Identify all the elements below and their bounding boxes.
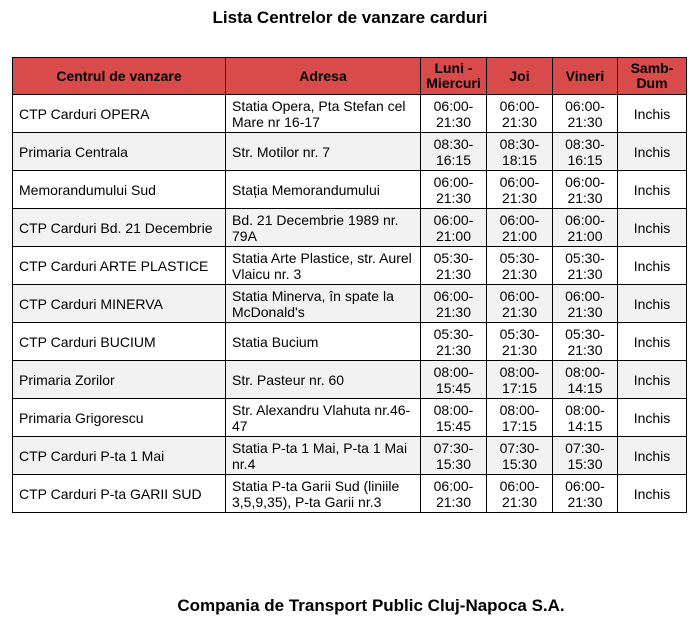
hours-fri: 06:00-21:30	[553, 475, 618, 513]
table-row	[13, 247, 687, 285]
sales-centers-table	[12, 57, 687, 513]
center-address: Str. Alexandru Vlahuta nr.46-47	[226, 399, 421, 437]
header-thu: Joi	[487, 58, 553, 95]
header-center: Centrul de vanzare	[13, 58, 226, 95]
hours-fri: 06:00-21:30	[553, 95, 618, 133]
hours-mon-wed: 06:00-21:00	[421, 209, 487, 247]
table-header-row	[13, 58, 687, 95]
center-name: CTP Carduri P-ta GARII SUD	[13, 475, 226, 513]
table-row	[13, 399, 687, 437]
hours-thu: 07:30-15:30	[487, 437, 553, 475]
hours-thu: 05:30-21:30	[487, 247, 553, 285]
company-footer: Compania de Transport Public Cluj-Napoca S.A.	[177, 596, 565, 615]
table-row	[13, 285, 687, 323]
hours-thu: 06:00-21:00	[487, 209, 553, 247]
hours-weekend: Inchis	[618, 285, 687, 323]
hours-fri: 07:30-15:30	[553, 437, 618, 475]
hours-mon-wed: 06:00-21:30	[421, 285, 487, 323]
hours-thu: 06:00-21:30	[487, 475, 553, 513]
hours-fri: 05:30-21:30	[553, 323, 618, 361]
table-row	[13, 437, 687, 475]
hours-fri: 06:00-21:00	[553, 209, 618, 247]
hours-fri: 06:00-21:30	[553, 171, 618, 209]
center-address: Statia Bucium	[226, 323, 421, 361]
hours-mon-wed: 08:00-15:45	[421, 399, 487, 437]
table-row	[13, 475, 687, 513]
hours-thu: 08:00-17:15	[487, 399, 553, 437]
hours-thu: 08:00-17:15	[487, 361, 553, 399]
table-row	[13, 323, 687, 361]
center-name: CTP Carduri OPERA	[13, 95, 226, 133]
center-address: Bd. 21 Decembrie 1989 nr. 79A	[226, 209, 421, 247]
header-weekend: Samb-Dum	[618, 58, 687, 95]
table-row	[13, 133, 687, 171]
page-title: Lista Centrelor de vanzare carduri	[212, 8, 488, 27]
hours-mon-wed: 06:00-21:30	[421, 171, 487, 209]
hours-mon-wed: 05:30-21:30	[421, 247, 487, 285]
hours-weekend: Inchis	[618, 361, 687, 399]
hours-thu: 06:00-21:30	[487, 285, 553, 323]
header-fri: Vineri	[553, 58, 618, 95]
hours-weekend: Inchis	[618, 399, 687, 437]
center-address: Statia P-ta Garii Sud (liniile 3,5,9,35), P-ta Garii nr.3	[226, 475, 421, 513]
hours-weekend: Inchis	[618, 323, 687, 361]
table-row	[13, 95, 687, 133]
hours-thu: 06:00-21:30	[487, 171, 553, 209]
center-address: Stația Memorandumului	[226, 171, 421, 209]
table-row	[13, 209, 687, 247]
center-name: CTP Carduri ARTE PLASTICE	[13, 247, 226, 285]
hours-fri: 08:30-16:15	[553, 133, 618, 171]
center-address: Statia Minerva, în spate la McDonald's	[226, 285, 421, 323]
center-name: Primaria Grigorescu	[13, 399, 226, 437]
hours-weekend: Inchis	[618, 247, 687, 285]
hours-fri: 08:00-14:15	[553, 399, 618, 437]
hours-thu: 05:30-21:30	[487, 323, 553, 361]
table-row	[13, 171, 687, 209]
center-address: Statia P-ta 1 Mai, P-ta 1 Mai nr.4	[226, 437, 421, 475]
hours-mon-wed: 05:30-21:30	[421, 323, 487, 361]
hours-mon-wed: 06:00-21:30	[421, 475, 487, 513]
hours-fri: 08:00-14:15	[553, 361, 618, 399]
hours-fri: 06:00-21:30	[553, 285, 618, 323]
center-name: Memorandumului Sud	[13, 171, 226, 209]
hours-weekend: Inchis	[618, 475, 687, 513]
hours-weekend: Inchis	[618, 171, 687, 209]
center-name: Primaria Zorilor	[13, 361, 226, 399]
table-row	[13, 361, 687, 399]
hours-weekend: Inchis	[618, 437, 687, 475]
center-name: CTP Carduri P-ta 1 Mai	[13, 437, 226, 475]
center-name: CTP Carduri Bd. 21 Decembrie	[13, 209, 226, 247]
hours-mon-wed: 08:00-15:45	[421, 361, 487, 399]
center-address: Statia Arte Plastice, str. Aurel Vlaicu nr. 3	[226, 247, 421, 285]
center-address: Str. Pasteur nr. 60	[226, 361, 421, 399]
hours-mon-wed: 06:00-21:30	[421, 95, 487, 133]
hours-weekend: Inchis	[618, 209, 687, 247]
hours-mon-wed: 08:30-16:15	[421, 133, 487, 171]
center-address: Statia Opera, Pta Stefan cel Mare nr 16-17	[226, 95, 421, 133]
hours-thu: 06:00-21:30	[487, 95, 553, 133]
center-name: CTP Carduri BUCIUM	[13, 323, 226, 361]
header-mon-wed: Luni - Miercuri	[421, 58, 487, 95]
center-name: Primaria Centrala	[13, 133, 226, 171]
header-address: Adresa	[226, 58, 421, 95]
hours-thu: 08:30-18:15	[487, 133, 553, 171]
hours-mon-wed: 07:30-15:30	[421, 437, 487, 475]
hours-fri: 05:30-21:30	[553, 247, 618, 285]
hours-weekend: Inchis	[618, 95, 687, 133]
center-address: Str. Motilor nr. 7	[226, 133, 421, 171]
hours-weekend: Inchis	[618, 133, 687, 171]
center-name: CTP Carduri MINERVA	[13, 285, 226, 323]
